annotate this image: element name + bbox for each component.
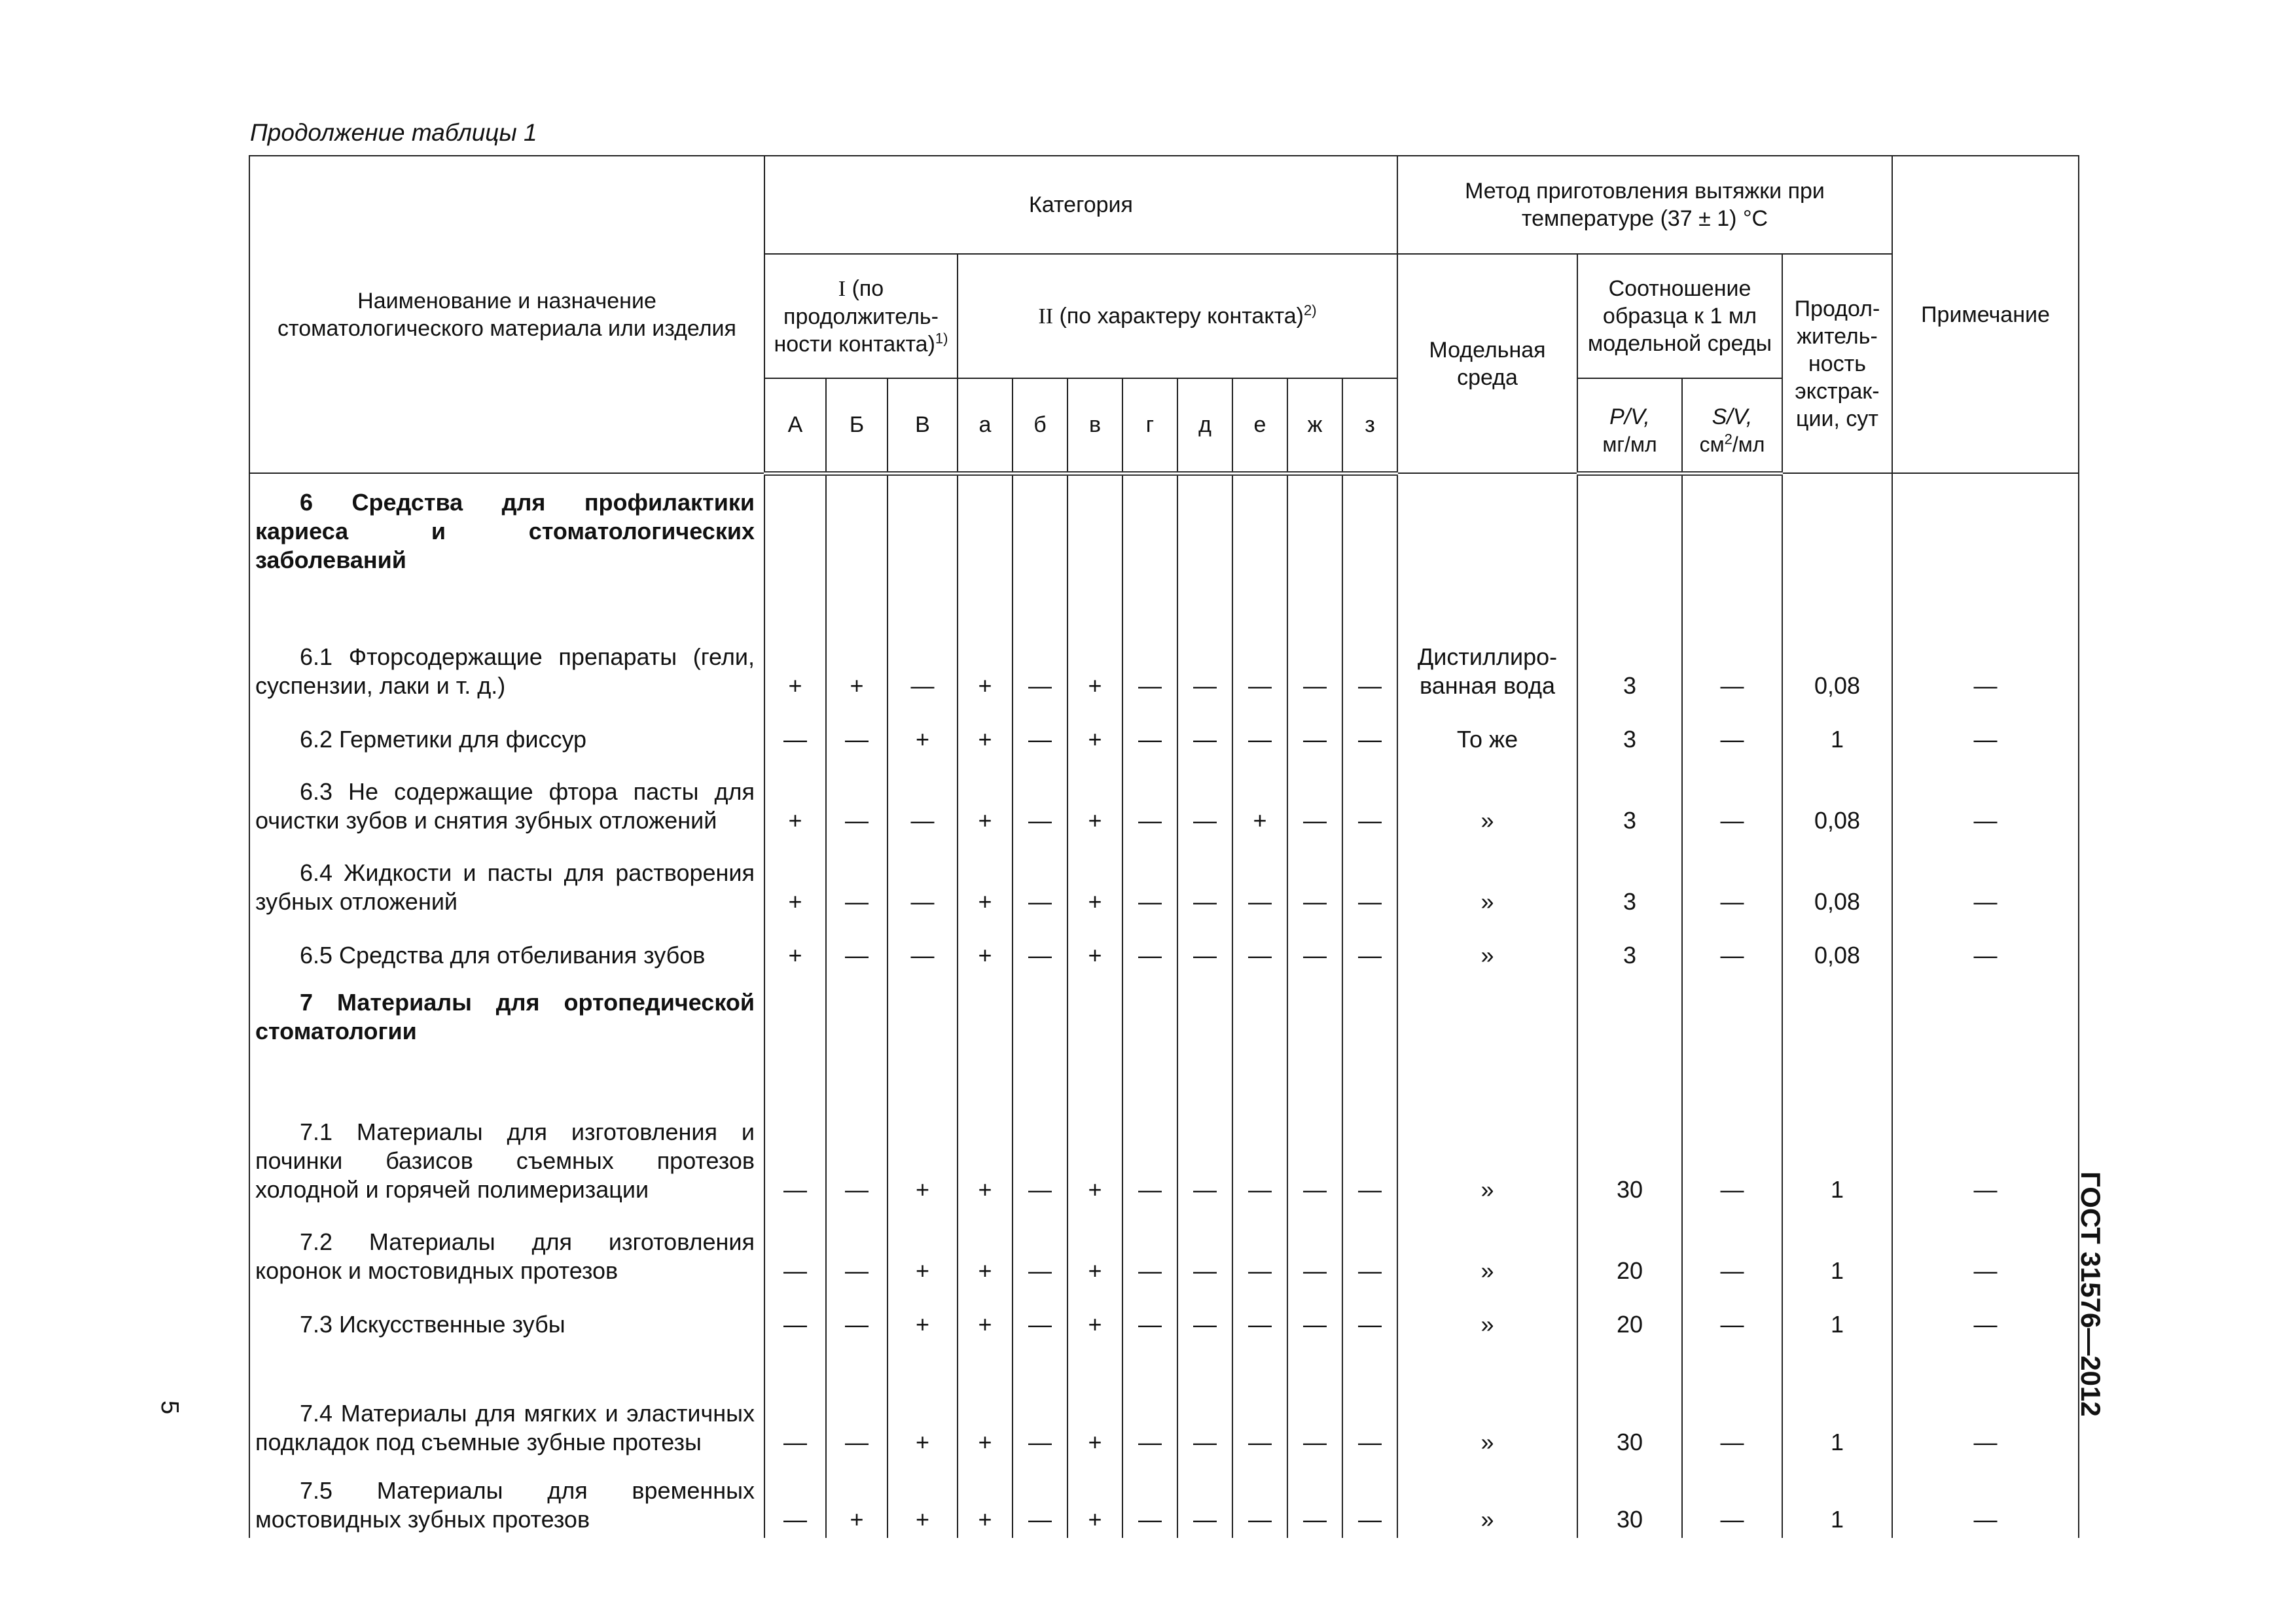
mark-cell: [1287, 974, 1342, 1060]
cat-II-footnote: 2): [1304, 302, 1317, 319]
mark-cell: —: [1232, 579, 1287, 704]
mark-cell: +: [958, 1289, 1013, 1343]
mark-cell: —: [764, 1461, 826, 1538]
mark-cell: —: [764, 1208, 826, 1289]
mark-cell: —: [1177, 704, 1232, 758]
mark-cell: [1013, 473, 1067, 579]
mark-cell: —: [826, 1289, 888, 1343]
mark-cell: —: [1013, 758, 1067, 839]
mark-cell: —: [764, 1060, 826, 1208]
mark-cell: —: [1287, 1343, 1342, 1461]
table-row: [249, 1343, 2079, 1461]
model-env-cell: »: [1397, 758, 1577, 839]
cat-I-roman: I: [838, 276, 846, 301]
sub-col-з: з: [1342, 378, 1397, 473]
mark-cell: —: [1342, 1289, 1397, 1343]
note-cell: —: [1892, 1060, 2079, 1208]
document-id: ГОСТ 31576—2012: [2075, 1171, 2106, 1417]
table-row: [249, 758, 2079, 839]
mark-cell: —: [1122, 1289, 1177, 1343]
item-name: 7.4 Материалы для мягких и эластичных подкладок под съемные зубные протезы: [249, 1343, 764, 1461]
mark-cell: —: [1287, 704, 1342, 758]
mark-cell: —: [1013, 920, 1067, 974]
mark-cell: +: [1067, 1208, 1122, 1289]
table-row: [249, 704, 2079, 758]
mark-cell: —: [1287, 1289, 1342, 1343]
sub-col-д: д: [1177, 378, 1232, 473]
sub-col-г: г: [1122, 378, 1177, 473]
mark-cell: —: [1232, 839, 1287, 920]
mark-cell: —: [1342, 1208, 1397, 1289]
pv-cell: 3: [1577, 920, 1682, 974]
mark-cell: —: [1342, 1343, 1397, 1461]
cat-II-roman: II: [1038, 304, 1054, 329]
sv-cell: —: [1682, 1343, 1782, 1461]
mark-cell: +: [888, 1208, 958, 1289]
mark-cell: +: [764, 839, 826, 920]
model-env-cell: Дистиллиро-ванная вода: [1397, 579, 1577, 704]
mark-cell: —: [1122, 704, 1177, 758]
mark-cell: +: [958, 1461, 1013, 1538]
mark-cell: [764, 974, 826, 1060]
mark-cell: —: [764, 1343, 826, 1461]
mark-cell: —: [1177, 1343, 1232, 1461]
mark-cell: +: [1067, 704, 1122, 758]
duration-cell: [1782, 974, 1892, 1060]
mark-cell: +: [958, 1208, 1013, 1289]
mark-cell: —: [1287, 579, 1342, 704]
mark-cell: +: [888, 1461, 958, 1538]
mark-cell: [1122, 473, 1177, 579]
sub-col-в: в: [1067, 378, 1122, 473]
mark-cell: [1232, 473, 1287, 579]
mark-cell: +: [1232, 758, 1287, 839]
header-method: Метод приготовления вытяжки при температуре (37 ± 1) °С: [1397, 156, 1892, 254]
mark-cell: +: [888, 1060, 958, 1208]
pv-cell: 3: [1577, 579, 1682, 704]
item-name: 7.2 Материалы для изготовления коронок и мостовидных протезов: [249, 1208, 764, 1289]
header-pv: [1577, 378, 1682, 473]
mark-cell: —: [888, 839, 958, 920]
mark-cell: —: [826, 1208, 888, 1289]
header-cat-I: [764, 254, 958, 378]
mark-cell: —: [826, 704, 888, 758]
pv-label: P/V,: [1609, 404, 1650, 429]
duration-cell: 0,08: [1782, 920, 1892, 974]
pv-cell: [1577, 473, 1682, 579]
duration-cell: 0,08: [1782, 579, 1892, 704]
pv-cell: 3: [1577, 704, 1682, 758]
mark-cell: —: [1342, 1461, 1397, 1538]
model-env-cell: »: [1397, 1208, 1577, 1289]
mark-cell: +: [1067, 839, 1122, 920]
mark-cell: [1177, 974, 1232, 1060]
mark-cell: —: [1122, 1461, 1177, 1538]
mark-cell: —: [1122, 920, 1177, 974]
sv-cell: —: [1682, 758, 1782, 839]
pv-cell: 3: [1577, 758, 1682, 839]
header-name-col: Наименование и назначение стоматологического материала или изделия: [249, 156, 764, 473]
sub-col-А: А: [764, 378, 826, 473]
mark-cell: —: [1232, 1060, 1287, 1208]
mark-cell: —: [1122, 758, 1177, 839]
mark-cell: [1287, 473, 1342, 579]
item-name: 6.3 Не содержащие фтора пасты для очистки зубов и снятия зубных отложений: [249, 758, 764, 839]
mark-cell: +: [1067, 1289, 1122, 1343]
item-name: 7.3 Искусственные зубы: [249, 1289, 764, 1343]
mark-cell: —: [1177, 920, 1232, 974]
mark-cell: +: [1067, 1461, 1122, 1538]
mark-cell: —: [888, 758, 958, 839]
table-row: [249, 1208, 2079, 1289]
sv-cell: [1682, 473, 1782, 579]
note-cell: —: [1892, 1343, 2079, 1461]
model-env-cell: »: [1397, 839, 1577, 920]
mark-cell: [826, 974, 888, 1060]
cat-I-text: (по продолжитель-ности контакта): [774, 276, 939, 357]
mark-cell: +: [1067, 1060, 1122, 1208]
note-cell: —: [1892, 758, 2079, 839]
mark-cell: [888, 473, 958, 579]
table-row: [249, 1289, 2079, 1343]
duration-cell: 1: [1782, 1461, 1892, 1538]
mark-cell: —: [1287, 1208, 1342, 1289]
mark-cell: +: [888, 1289, 958, 1343]
sv-cell: —: [1682, 704, 1782, 758]
duration-cell: 1: [1782, 1289, 1892, 1343]
mark-cell: +: [958, 1343, 1013, 1461]
mark-cell: —: [1342, 839, 1397, 920]
mark-cell: —: [826, 1343, 888, 1461]
duration-cell: [1782, 473, 1892, 579]
pv-cell: 30: [1577, 1461, 1682, 1538]
note-cell: —: [1892, 920, 2079, 974]
duration-cell: 1: [1782, 704, 1892, 758]
item-name: 6.5 Средства для отбеливания зубов: [249, 920, 764, 974]
mark-cell: [1342, 473, 1397, 579]
mark-cell: [1013, 974, 1067, 1060]
mark-cell: —: [888, 920, 958, 974]
mark-cell: —: [1232, 1289, 1287, 1343]
mark-cell: —: [1177, 1208, 1232, 1289]
sub-col-Б: Б: [826, 378, 888, 473]
note-cell: —: [1892, 1461, 2079, 1538]
mark-cell: —: [1122, 1208, 1177, 1289]
pv-cell: 3: [1577, 839, 1682, 920]
mark-cell: —: [1013, 579, 1067, 704]
sv-cell: —: [1682, 1461, 1782, 1538]
sv-unit: $см^2/мл$: [1699, 430, 1765, 456]
mark-cell: [1177, 473, 1232, 579]
mark-cell: [1342, 974, 1397, 1060]
sub-col-е: е: [1232, 378, 1287, 473]
mark-cell: +: [764, 920, 826, 974]
mark-cell: —: [826, 1060, 888, 1208]
sub-col-В: В: [888, 378, 958, 473]
duration-cell: 1: [1782, 1343, 1892, 1461]
mark-cell: —: [1013, 1343, 1067, 1461]
pv-cell: 30: [1577, 1343, 1682, 1461]
mark-cell: [764, 473, 826, 579]
section-heading-row: [249, 974, 2079, 1060]
mark-cell: [958, 473, 1013, 579]
mark-cell: —: [1013, 704, 1067, 758]
mark-cell: —: [1177, 1461, 1232, 1538]
pv-cell: 20: [1577, 1289, 1682, 1343]
header-category: Категория: [764, 156, 1397, 254]
mark-cell: —: [1232, 1208, 1287, 1289]
cat-II-text: (по характеру контакта): [1059, 303, 1304, 329]
duration-cell: 1: [1782, 1060, 1892, 1208]
model-env-cell: »: [1397, 1060, 1577, 1208]
mark-cell: —: [888, 579, 958, 704]
mark-cell: +: [1067, 920, 1122, 974]
mark-cell: +: [764, 758, 826, 839]
item-name: 6.4 Жидкости и пасты для растворения зубных отложений: [249, 839, 764, 920]
mark-cell: [958, 974, 1013, 1060]
mark-cell: —: [1013, 1461, 1067, 1538]
mark-cell: —: [1122, 579, 1177, 704]
mark-cell: —: [1287, 920, 1342, 974]
mark-cell: [1067, 974, 1122, 1060]
item-name: 7.1 Материалы для изготовления и починки базисов съемных протезов холодной и горячей полимеризации: [249, 1060, 764, 1208]
mark-cell: —: [764, 704, 826, 758]
mark-cell: —: [1287, 1060, 1342, 1208]
mark-cell: +: [1067, 758, 1122, 839]
mark-cell: +: [888, 1343, 958, 1461]
mark-cell: +: [1067, 579, 1122, 704]
table-row: [249, 579, 2079, 704]
sub-col-а: а: [958, 378, 1013, 473]
mark-cell: —: [1013, 1060, 1067, 1208]
mark-cell: —: [1342, 1060, 1397, 1208]
mark-cell: —: [1013, 1208, 1067, 1289]
model-env-cell: »: [1397, 1289, 1577, 1343]
mark-cell: +: [958, 579, 1013, 704]
page-number: 5: [156, 1400, 183, 1415]
mark-cell: —: [1342, 758, 1397, 839]
mark-cell: —: [764, 1289, 826, 1343]
mark-cell: —: [1287, 758, 1342, 839]
mark-cell: —: [1232, 704, 1287, 758]
header-cat-II: [958, 254, 1397, 378]
mark-cell: —: [1122, 839, 1177, 920]
sub-col-ж: ж: [1287, 378, 1342, 473]
mark-cell: —: [1232, 1461, 1287, 1538]
mark-cell: [1122, 974, 1177, 1060]
mark-cell: —: [1342, 579, 1397, 704]
table-row: [249, 1461, 2079, 1538]
duration-cell: 0,08: [1782, 758, 1892, 839]
mark-cell: [1067, 473, 1122, 579]
header-note: Примечание: [1892, 156, 2079, 473]
header-model-env: Модельная среда: [1397, 254, 1577, 473]
mark-cell: +: [958, 839, 1013, 920]
sv-cell: —: [1682, 1060, 1782, 1208]
pv-cell: 30: [1577, 1060, 1682, 1208]
mark-cell: —: [1232, 920, 1287, 974]
mark-cell: —: [1013, 839, 1067, 920]
mark-cell: —: [1177, 1289, 1232, 1343]
sv-cell: —: [1682, 579, 1782, 704]
mark-cell: +: [764, 579, 826, 704]
mark-cell: +: [826, 1461, 888, 1538]
mark-cell: +: [958, 758, 1013, 839]
mark-cell: —: [1287, 839, 1342, 920]
mark-cell: —: [826, 920, 888, 974]
mark-cell: +: [888, 704, 958, 758]
sv-cell: [1682, 974, 1782, 1060]
table-row: [249, 839, 2079, 920]
mark-cell: —: [1013, 1289, 1067, 1343]
model-env-cell: »: [1397, 1343, 1577, 1461]
mark-cell: [1232, 974, 1287, 1060]
mark-cell: —: [1232, 1343, 1287, 1461]
item-name: 6.1 Фторсодержащие препараты (гели, суспензии, лаки и т. д.): [249, 579, 764, 704]
mark-cell: —: [1177, 839, 1232, 920]
header-ratio: Соотношение образца к 1 мл модельной среды: [1577, 254, 1782, 378]
note-cell: —: [1892, 704, 2079, 758]
mark-cell: —: [1342, 920, 1397, 974]
note-cell: —: [1892, 1208, 2079, 1289]
header-duration: Продол-житель-ность экстрак-ции, сут: [1782, 254, 1892, 473]
mark-cell: —: [1342, 704, 1397, 758]
model-env-cell: [1397, 473, 1577, 579]
duration-cell: 1: [1782, 1208, 1892, 1289]
sv-cell: —: [1682, 920, 1782, 974]
mark-cell: +: [958, 704, 1013, 758]
note-cell: —: [1892, 1289, 2079, 1343]
pv-cell: 20: [1577, 1208, 1682, 1289]
sub-col-б: б: [1013, 378, 1067, 473]
section-heading-row: [249, 473, 2079, 579]
mark-cell: +: [826, 579, 888, 704]
header-sv: [1682, 378, 1782, 473]
mark-cell: —: [1177, 758, 1232, 839]
model-env-cell: »: [1397, 1461, 1577, 1538]
note-cell: [1892, 974, 2079, 1060]
model-env-cell: То же: [1397, 704, 1577, 758]
section-heading: 6 Средства для профилактики кариеса и стоматологических заболеваний: [249, 473, 764, 579]
section-heading: 7 Материалы для ортопедической стоматологии: [249, 974, 764, 1060]
mark-cell: +: [1067, 1343, 1122, 1461]
sv-cell: —: [1682, 839, 1782, 920]
duration-cell: 0,08: [1782, 839, 1892, 920]
mark-cell: —: [1177, 579, 1232, 704]
sv-cell: —: [1682, 1208, 1782, 1289]
mark-cell: —: [1122, 1343, 1177, 1461]
mark-cell: [888, 974, 958, 1060]
mark-cell: —: [1177, 1060, 1232, 1208]
materials-table: [249, 155, 2079, 1538]
mark-cell: —: [826, 758, 888, 839]
model-env-cell: [1397, 974, 1577, 1060]
item-name: 7.5 Материалы для временных мостовидных зубных протезов: [249, 1461, 764, 1538]
mark-cell: —: [1287, 1461, 1342, 1538]
sv-label: S/V,: [1712, 404, 1753, 429]
sv-cell: —: [1682, 1289, 1782, 1343]
table-caption: Продолжение таблицы 1: [250, 119, 537, 146]
note-cell: [1892, 473, 2079, 579]
mark-cell: +: [958, 920, 1013, 974]
model-env-cell: »: [1397, 920, 1577, 974]
note-cell: —: [1892, 839, 2079, 920]
pv-cell: [1577, 974, 1682, 1060]
cat-I-footnote: 1): [935, 330, 948, 347]
note-cell: —: [1892, 579, 2079, 704]
mark-cell: —: [826, 839, 888, 920]
mark-cell: —: [1122, 1060, 1177, 1208]
mark-cell: +: [958, 1060, 1013, 1208]
table-row: [249, 1060, 2079, 1208]
pv-unit: мг/мл: [1602, 432, 1657, 456]
item-name: 6.2 Герметики для фиссур: [249, 704, 764, 758]
mark-cell: [826, 473, 888, 579]
table-row: [249, 920, 2079, 974]
